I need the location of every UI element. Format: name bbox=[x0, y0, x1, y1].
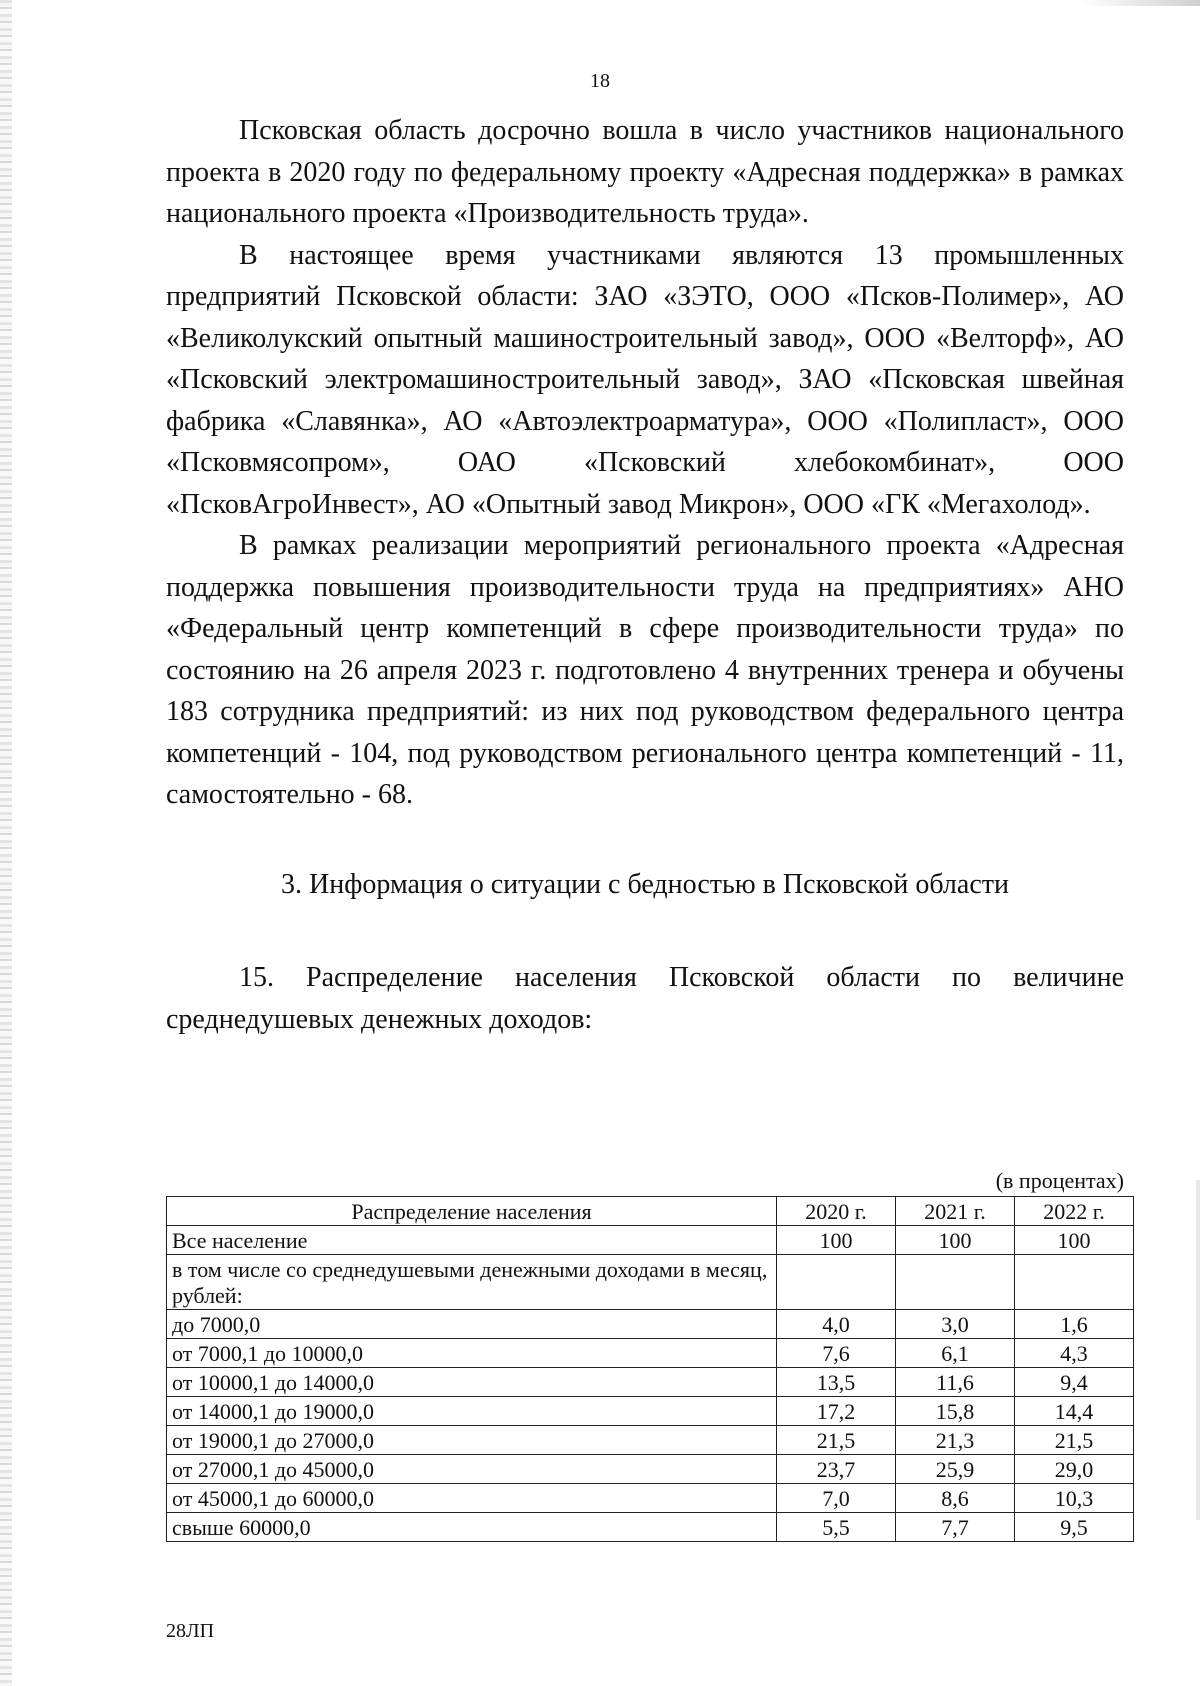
row-value: 100 bbox=[777, 1226, 896, 1255]
row-value: 4,0 bbox=[777, 1310, 896, 1339]
row-label: Все население bbox=[167, 1226, 777, 1255]
section-heading: 3. Информация о ситуации с бедностью в Псковской области bbox=[281, 868, 1009, 900]
table-row bbox=[167, 1310, 1134, 1339]
row-value bbox=[777, 1255, 896, 1310]
row-value: 4,3 bbox=[1015, 1339, 1134, 1368]
header-2021: 2021 г. bbox=[896, 1197, 1015, 1226]
row-value: 1,6 bbox=[1015, 1310, 1134, 1339]
header-2020: 2020 г. bbox=[777, 1197, 896, 1226]
paragraph-1: Псковская область досрочно вошла в число участников национального проекта в 2020 году по федеральному проекту «Адресная поддержка» в рамках национального проекта «Производительность труда». bbox=[166, 115, 1124, 229]
table-intro: 15. Распределение населения Псковской области по величине среднедушевых денежных доходов: bbox=[166, 962, 1124, 1035]
row-value: 13,5 bbox=[777, 1368, 896, 1397]
table-row bbox=[167, 1455, 1134, 1484]
paragraph-2: В настоящее время участниками являются 13 промышленных предприятий Псковской области: ЗАО «ЗЭТО, ООО «Псков-Полимер», АО «Великолукский опытный машиностроительный завод», ООО «Велторф», АО «Псковский электромашиностроительный завод», ЗАО «Псковская швейная фабрика «Славянка», АО «Автоэлектроарматура», ООО «Полипласт», ООО «Псковмясопром», ОАО «Псковский хлебокомбинат», ООО «ПсковАгроИнвест», АО «Опытный завод Микрон», ООО «ГК «Мегахолод». bbox=[166, 239, 1124, 520]
row-label: в том числе со среднедушевыми денежными доходами в месяц, рублей: bbox=[167, 1255, 777, 1310]
row-value: 21,3 bbox=[896, 1426, 1015, 1455]
unit-note: (в процентах) bbox=[995, 1168, 1124, 1193]
row-value: 7,7 bbox=[896, 1513, 1015, 1542]
row-value: 25,9 bbox=[896, 1455, 1015, 1484]
row-label: от 7000,1 до 10000,0 bbox=[167, 1339, 777, 1368]
row-value: 9,4 bbox=[1015, 1368, 1134, 1397]
header-2022: 2022 г. bbox=[1015, 1197, 1134, 1226]
row-label: от 27000,1 до 45000,0 bbox=[167, 1455, 777, 1484]
row-value: 29,0 bbox=[1015, 1455, 1134, 1484]
row-value: 14,4 bbox=[1015, 1397, 1134, 1426]
row-value: 6,1 bbox=[896, 1339, 1015, 1368]
paragraph-3: В рамках реализации мероприятий регионального проекта «Адресная поддержка повышения производительности труда на предприятиях» АНО «Федеральный центр компетенций в сфере производительности труда» по состоянию на 26 апреля 2023 г. подготовлено 4 внутренних тренера и обучены 183 сотрудника предприятий: из них под руководством федерального центра компетенций - 104, под руководством регионального центра компетенций - 11, самостоятельно - 68. bbox=[166, 530, 1124, 810]
income-distribution-table bbox=[166, 1196, 1134, 1542]
row-value bbox=[896, 1255, 1015, 1310]
row-value: 17,2 bbox=[777, 1397, 896, 1426]
row-label: свыше 60000,0 bbox=[167, 1513, 777, 1542]
row-label: от 45000,1 до 60000,0 bbox=[167, 1484, 777, 1513]
row-value: 7,6 bbox=[777, 1339, 896, 1368]
footer-code: 28ЛП bbox=[166, 1620, 215, 1642]
row-value: 3,0 bbox=[896, 1310, 1015, 1339]
table-row bbox=[167, 1368, 1134, 1397]
row-value: 5,5 bbox=[777, 1513, 896, 1542]
row-value: 8,6 bbox=[896, 1484, 1015, 1513]
table-body bbox=[167, 1226, 1134, 1542]
page-number: 18 bbox=[590, 70, 610, 92]
table-row bbox=[167, 1255, 1134, 1310]
table-row bbox=[167, 1426, 1134, 1455]
table-row bbox=[167, 1226, 1134, 1255]
row-value: 15,8 bbox=[896, 1397, 1015, 1426]
row-value: 9,5 bbox=[1015, 1513, 1134, 1542]
row-value: 23,7 bbox=[777, 1455, 896, 1484]
row-value bbox=[1015, 1255, 1134, 1310]
row-label: от 10000,1 до 14000,0 bbox=[167, 1368, 777, 1397]
table-header-row bbox=[167, 1197, 1134, 1226]
table-row bbox=[167, 1513, 1134, 1542]
table-row bbox=[167, 1484, 1134, 1513]
header-category: Распределение населения bbox=[167, 1197, 777, 1226]
row-value: 100 bbox=[1015, 1226, 1134, 1255]
row-value: 100 bbox=[896, 1226, 1015, 1255]
row-value: 10,3 bbox=[1015, 1484, 1134, 1513]
row-value: 11,6 bbox=[896, 1368, 1015, 1397]
row-value: 7,0 bbox=[777, 1484, 896, 1513]
row-value: 21,5 bbox=[777, 1426, 896, 1455]
row-label: от 19000,1 до 27000,0 bbox=[167, 1426, 777, 1455]
row-label: до 7000,0 bbox=[167, 1310, 777, 1339]
table-row bbox=[167, 1397, 1134, 1426]
document-body bbox=[166, 110, 1124, 1040]
scan-edge-left bbox=[0, 0, 12, 1686]
row-label: от 14000,1 до 19000,0 bbox=[167, 1397, 777, 1426]
scan-edge-right bbox=[1196, 1180, 1200, 1520]
row-value: 21,5 bbox=[1015, 1426, 1134, 1455]
table-row bbox=[167, 1339, 1134, 1368]
scan-edge-top bbox=[1080, 0, 1200, 6]
